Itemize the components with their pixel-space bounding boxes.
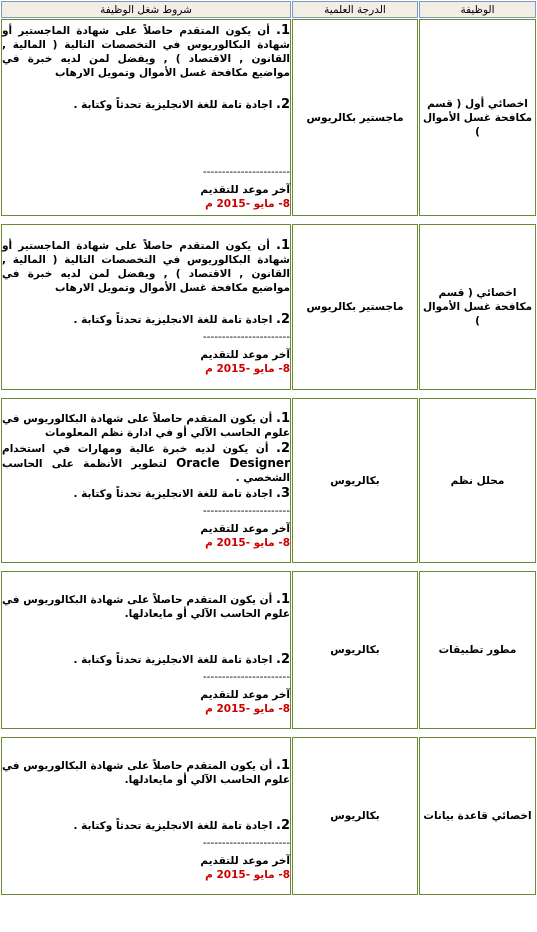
deadline-date: 8- مايو -2015 م xyxy=(205,536,290,549)
requirement-item: 1. أن يكون المتقدم حاصلاً على شهادة البكالوريوس في علوم الحاسب الآلي أو مايعادلها. xyxy=(2,757,291,786)
table-row xyxy=(1,571,536,729)
job-degree: بكالريوس xyxy=(292,398,418,563)
deadline-label: آخر موعد للتقديم xyxy=(200,688,290,701)
table-row xyxy=(1,224,536,390)
deadline-date: 8- مايو -2015 م xyxy=(205,198,290,210)
requirement-item: 1. أن يكون المتقدم حاصلاً على شهادة البكالوريوس في علوم الحاسب الآلي أو في ادارة نظم المعلومات xyxy=(2,410,291,439)
job-degree: ماجستير بكالريوس xyxy=(292,224,418,390)
table-row xyxy=(1,398,536,563)
requirement-item: 1. أن يكون المتقدم حاصلاً على شهادة الماجستير أو شهادة البكالوريوس في التخصصات التالية ( المالية , القانون , الاقتصاد ) , ويفضل لمن لديه خبرة في مواضيع مكافحة غسل الأموال وتمويل الارهاب xyxy=(2,23,291,79)
deadline-date: 8- مايو -2015 م xyxy=(205,868,290,881)
deadline-date: 8- مايو -2015 م xyxy=(205,702,290,715)
job-degree: بكالريوس xyxy=(292,571,418,729)
requirement-item: 1. أن يكون المتقدم حاصلاً على شهادة البكالوريوس في علوم الحاسب الآلي أو مايعادلها. xyxy=(2,591,291,620)
divider-line: ----------------------- xyxy=(202,166,290,178)
job-title: اخصائي ( قسم مكافحة غسل الأموال ) xyxy=(419,224,536,390)
divider-line: ----------------------- xyxy=(202,670,290,683)
job-requirements xyxy=(1,398,291,563)
table-row xyxy=(1,737,536,895)
header-requirements: شروط شغل الوظيفة xyxy=(1,1,291,18)
divider-line: ----------------------- xyxy=(202,836,290,849)
header-degree: الدرجة العلمية xyxy=(292,1,418,18)
deadline-label: آخر موعد للتقديم xyxy=(200,854,290,867)
job-degree: بكالريوس xyxy=(292,737,418,895)
deadline-label: آخر موعد للتقديم xyxy=(200,348,290,361)
requirement-item: 2. اجادة تامة للغة الانجليزية تحدثاً وكتابة . xyxy=(73,651,290,667)
deadline-label: آخر موعد للتقديم xyxy=(200,522,290,535)
job-requirements xyxy=(1,224,291,390)
divider-line: ----------------------- xyxy=(202,330,290,343)
requirement-item: 2. اجادة تامة للغة الانجليزية تحدثاً وكتابة . xyxy=(73,817,290,833)
divider-line: ----------------------- xyxy=(202,504,290,517)
requirement-item: 1. أن يكون المتقدم حاصلاً على شهادة الماجستير أو شهادة البكالوريوس في التخصصات التالية ( المالية , القانون , الاقتصاد ) , ويفضل لمن لديه خبرة في مواضيع مكافحة غسل الأموال وتمويل الارهاب xyxy=(2,237,291,294)
table-row xyxy=(1,19,536,216)
deadline-date: 8- مايو -2015 م xyxy=(205,362,290,375)
job-title: محلل نظم xyxy=(419,398,536,563)
job-requirements xyxy=(1,571,291,729)
job-title: مطور تطبيقات xyxy=(419,571,536,729)
requirement-item: 2. اجادة تامة للغة الانجليزية تحدثاً وكتابة . xyxy=(73,97,290,112)
requirement-item: 2. اجادة تامة للغة الانجليزية تحدثاً وكتابة . xyxy=(73,311,290,327)
job-title: اخصائي أول ( قسم مكافحة غسل الأموال ) xyxy=(419,19,536,216)
requirement-item: 3. اجادة تامة للغة الانجليزية تحدثاً وكتابة . xyxy=(73,485,290,501)
job-title: اخصائي قاعدة بيانات xyxy=(419,737,536,895)
job-requirements xyxy=(1,19,291,216)
requirement-item: 2. أن يكون لديه خبرة عالية ومهارات في استخدام Oracle Designer لتطوير الأنظمة على الحاسب الشخصي . xyxy=(2,440,290,484)
job-requirements xyxy=(1,737,291,895)
header-job: الوظيفة xyxy=(419,1,536,18)
deadline-label: آخر موعد للتقديم xyxy=(200,184,290,196)
table-header-row xyxy=(1,1,536,18)
job-degree: ماجستير بكالريوس xyxy=(292,19,418,216)
